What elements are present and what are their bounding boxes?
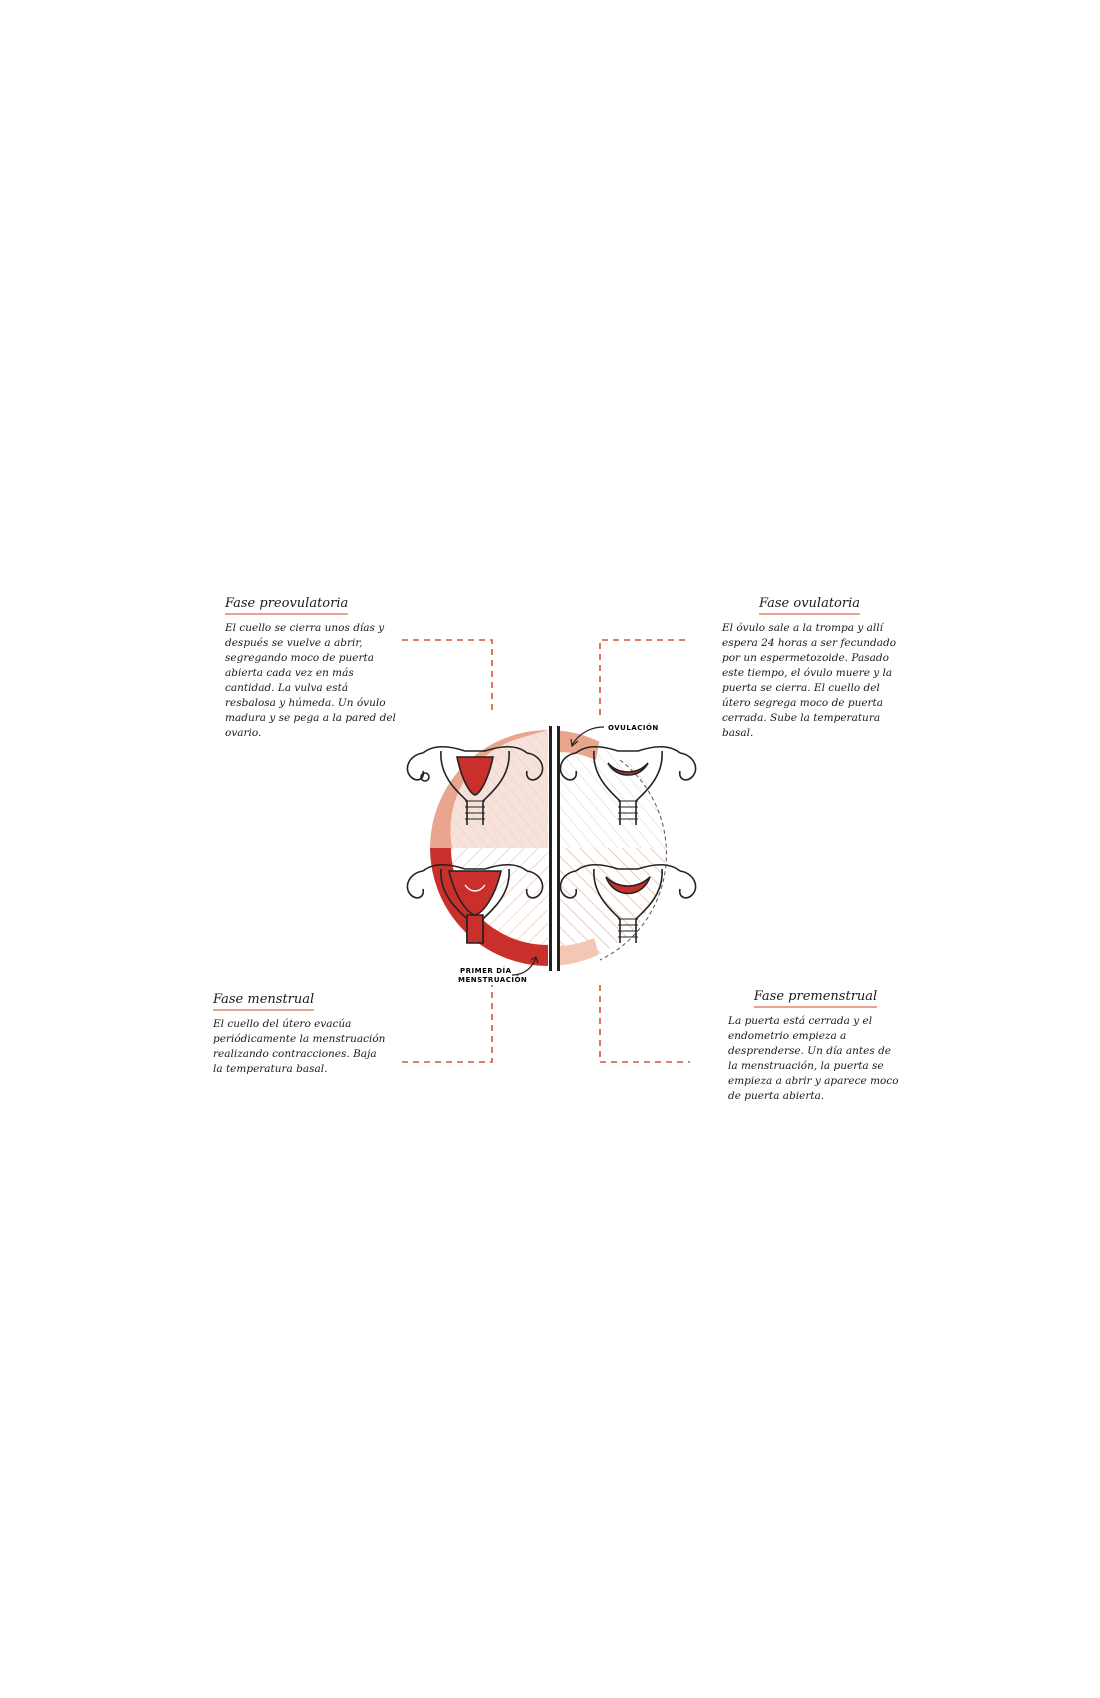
first-day-label-line1: PRIMER DÍA — [460, 967, 512, 975]
phase-description: El óvulo sale a la trompa y allí espera 24 horas a ser fecundado por un espermetozoide. Pasado este tiempo, el óvulo muere y la puerta se cierra. El cuello del útero segrega moco de puerta cerrada. Sube la temperatura basal. — [722, 622, 897, 739]
connector-menstrual — [402, 985, 492, 1062]
phase-title: Fase premenstrual — [754, 989, 877, 1008]
phase-description: La puerta está cerrada y el endometrio empieza a desprenderse. Un día antes de la menstruación, la puerta se empieza a abrir y aparece moco de puerta abierta. — [728, 1015, 899, 1102]
ovulation-label: OVULACIÓN — [608, 724, 659, 732]
phase-description: El cuello del útero evacúa periódicamente la menstruación realizando contracciones. Baja la temperatura basal. — [213, 1018, 386, 1075]
divider-left — [549, 726, 552, 971]
phase-description: El cuello se cierra unos días y después se vuelve a abrir, segregando moco de puerta abierta cada vez en más cantidad. La vulva está resbalosa y húmeda. Un óvulo madura y se pega a la pared del ovario. — [225, 622, 396, 739]
first-day-label-line2: MENSTRUACIÓN — [458, 976, 528, 984]
connector-ovulatory — [600, 640, 690, 715]
phase-title: Fase menstrual — [213, 992, 314, 1011]
phase-title: Fase ovulatoria — [759, 596, 860, 615]
connector-preovulatory — [402, 640, 492, 715]
divider-right — [557, 726, 560, 971]
phase-title: Fase preovulatoria — [225, 596, 348, 615]
connector-premenstrual — [600, 985, 690, 1062]
